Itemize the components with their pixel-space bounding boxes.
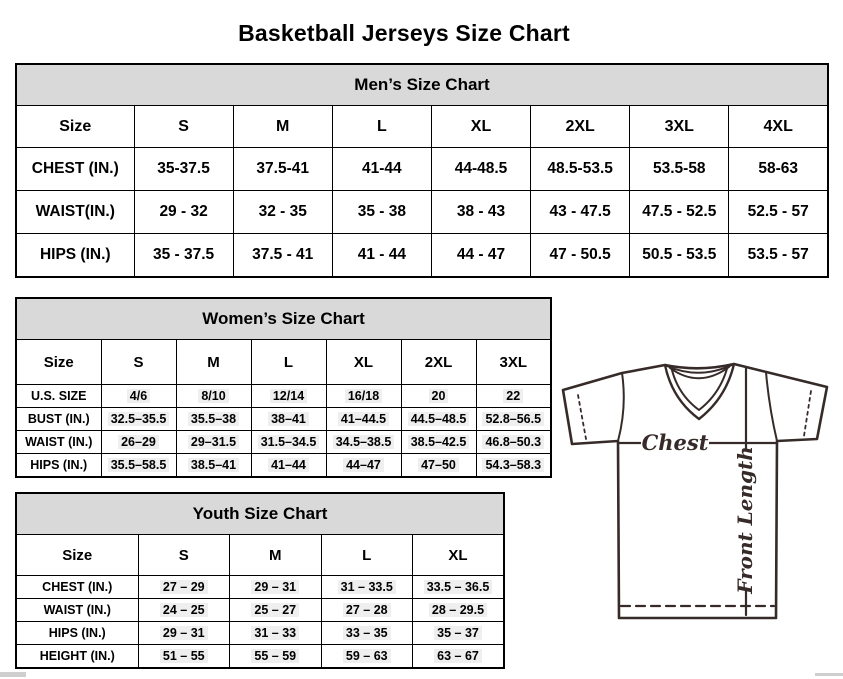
womens-size-table [15, 297, 552, 478]
size-value: 34.5–38.5 [333, 435, 395, 449]
size-value: 31.5–34.5 [258, 435, 320, 449]
size-value: 41–44 [268, 458, 309, 472]
youth-size-table [15, 492, 505, 669]
size-value-cell [230, 599, 322, 622]
size-value: 4/6 [127, 389, 150, 403]
size-value-cell [413, 576, 505, 599]
column-header: XL [431, 106, 530, 148]
size-value: 53.5 - 57 [747, 246, 809, 263]
column-header-row [16, 340, 551, 385]
row-label: CHEST (IN.) [16, 576, 138, 599]
column-header: XL [413, 535, 505, 576]
table-row [16, 622, 504, 645]
row-label: HIPS (IN.) [16, 622, 138, 645]
row-label: HIPS (IN.) [16, 234, 134, 278]
size-value-cell [176, 431, 251, 454]
size-value-cell [101, 431, 176, 454]
size-value-cell [431, 191, 530, 234]
table-row [16, 431, 551, 454]
size-value-cell [401, 385, 476, 408]
column-header: 4XL [729, 106, 828, 148]
size-value-cell [630, 234, 729, 278]
size-value: 24 – 25 [160, 603, 208, 617]
size-value-cell [138, 622, 230, 645]
table-title: Youth Size Chart [16, 493, 504, 535]
size-value: 38 - 43 [456, 203, 506, 220]
size-value: 37.5-41 [256, 160, 309, 177]
row-label: CHEST (IN.) [16, 148, 134, 191]
size-value-cell [176, 385, 251, 408]
size-value-cell [321, 576, 413, 599]
column-header: L [251, 340, 326, 385]
size-value: 32 - 35 [258, 203, 307, 220]
column-header: S [138, 535, 230, 576]
size-value: 35.5–58.5 [108, 458, 170, 472]
size-value: 41–44.5 [338, 412, 389, 426]
column-header: 3XL [630, 106, 729, 148]
size-value-cell [401, 431, 476, 454]
size-value: 44–47 [343, 458, 384, 472]
jersey-measurement-diagram [553, 357, 843, 657]
column-header: M [230, 535, 322, 576]
size-value: 35 - 37.5 [152, 246, 215, 263]
table-title-row [16, 298, 551, 340]
size-value: 32.5–35.5 [108, 412, 170, 426]
size-value-cell [401, 454, 476, 478]
size-value-cell [134, 148, 233, 191]
column-header: XL [326, 340, 401, 385]
size-value-cell [431, 148, 530, 191]
size-value: 51 – 55 [160, 649, 208, 663]
jersey-outline [563, 364, 827, 618]
youth-size-chart-section [15, 492, 505, 669]
table-row [16, 385, 551, 408]
table-row [16, 454, 551, 478]
size-value-cell [230, 622, 322, 645]
row-label: WAIST (IN.) [16, 599, 138, 622]
size-value-cell [326, 454, 401, 478]
column-header: Size [16, 106, 134, 148]
size-value: 41-44 [362, 160, 402, 177]
size-value-cell [729, 234, 828, 278]
size-value: 35.5–38 [188, 412, 239, 426]
size-value: 31 – 33.5 [338, 580, 396, 594]
womens-size-chart-section [15, 297, 552, 478]
size-value: 58-63 [758, 160, 798, 177]
size-value-cell [101, 454, 176, 478]
table-row [16, 148, 828, 191]
size-value: 26–29 [118, 435, 159, 449]
column-header: M [176, 340, 251, 385]
size-value: 33.5 – 36.5 [424, 580, 493, 594]
table-title-row [16, 493, 504, 535]
column-header: 2XL [531, 106, 630, 148]
size-value: 31 – 33 [251, 626, 299, 640]
table-row [16, 645, 504, 669]
size-value: 29 - 32 [159, 203, 208, 220]
row-label: U.S. SIZE [16, 385, 101, 408]
table-row [16, 599, 504, 622]
size-value: 38.5–42.5 [408, 435, 470, 449]
size-value: 52.5 - 57 [747, 203, 809, 220]
size-value-cell [531, 234, 630, 278]
size-value-cell [413, 599, 505, 622]
size-value-cell [138, 645, 230, 669]
size-value-cell [476, 454, 551, 478]
row-label: BUST (IN.) [16, 408, 101, 431]
size-value: 47–50 [418, 458, 459, 472]
size-value-cell [251, 431, 326, 454]
size-value: 29 – 31 [251, 580, 299, 594]
table-row [16, 408, 551, 431]
size-value: 16/18 [345, 389, 382, 403]
mens-size-chart-section [15, 63, 829, 278]
size-value-cell [531, 191, 630, 234]
column-header-row [16, 535, 504, 576]
scrollbar-fragment-right[interactable] [815, 673, 843, 676]
column-header: S [101, 340, 176, 385]
size-value: 44-48.5 [454, 160, 508, 177]
size-value: 44.5–48.5 [408, 412, 470, 426]
size-value-cell [176, 454, 251, 478]
size-value-cell [630, 148, 729, 191]
size-value-cell [476, 431, 551, 454]
size-value: 35 – 37 [434, 626, 482, 640]
size-value-cell [332, 234, 431, 278]
chest-label: Chest [641, 430, 709, 455]
column-header-row [16, 106, 828, 148]
size-value: 46.8–50.3 [482, 435, 544, 449]
size-value: 63 – 67 [434, 649, 482, 663]
column-header: L [332, 106, 431, 148]
size-value-cell [251, 385, 326, 408]
size-value-cell [326, 408, 401, 431]
size-value: 53.5-58 [652, 160, 706, 177]
size-value: 29–31.5 [188, 435, 239, 449]
row-label: HEIGHT (IN.) [16, 645, 138, 669]
size-value-cell [230, 645, 322, 669]
size-value-cell [134, 234, 233, 278]
size-value: 38.5–41 [188, 458, 239, 472]
size-value-cell [729, 148, 828, 191]
table-title-row [16, 64, 828, 106]
size-value-cell [321, 599, 413, 622]
size-value: 28 – 29.5 [429, 603, 487, 617]
size-value-cell [326, 385, 401, 408]
size-value-cell [251, 454, 326, 478]
size-value-cell [630, 191, 729, 234]
size-value: 37.5 - 41 [252, 246, 314, 263]
size-value: 47 - 50.5 [549, 246, 611, 263]
size-value: 29 – 31 [160, 626, 208, 640]
column-header: M [233, 106, 332, 148]
column-header: 2XL [401, 340, 476, 385]
size-value: 59 – 63 [343, 649, 391, 663]
size-value: 22 [503, 389, 523, 403]
size-value-cell [176, 408, 251, 431]
size-value-cell [101, 408, 176, 431]
front-length-label: Front Length [733, 446, 757, 594]
size-value-cell [101, 385, 176, 408]
size-value-cell [413, 622, 505, 645]
size-value-cell [321, 622, 413, 645]
size-value: 35 - 38 [357, 203, 406, 220]
size-value-cell [251, 408, 326, 431]
size-value-cell [233, 191, 332, 234]
column-header: Size [16, 535, 138, 576]
table-title: Women’s Size Chart [16, 298, 551, 340]
size-value-cell [531, 148, 630, 191]
size-value: 12/14 [270, 389, 307, 403]
size-value-cell [401, 408, 476, 431]
size-value-cell [413, 645, 505, 669]
size-value-cell [321, 645, 413, 669]
row-label: WAIST(IN.) [16, 191, 134, 234]
size-value: 8/10 [198, 389, 228, 403]
size-value-cell [326, 431, 401, 454]
mens-size-table [15, 63, 829, 278]
size-value: 48.5-53.5 [547, 160, 613, 177]
size-value: 35-37.5 [157, 160, 210, 177]
size-value: 33 – 35 [343, 626, 391, 640]
size-value-cell [729, 191, 828, 234]
size-value-cell [233, 234, 332, 278]
size-value-cell [138, 599, 230, 622]
size-value: 52.8–56.5 [482, 412, 544, 426]
size-value: 38–41 [268, 412, 309, 426]
size-value: 50.5 - 53.5 [642, 246, 717, 263]
size-value: 20 [429, 389, 449, 403]
column-header: Size [16, 340, 101, 385]
size-value-cell [134, 191, 233, 234]
size-value-cell [332, 191, 431, 234]
row-label: HIPS (IN.) [16, 454, 101, 478]
size-value: 25 – 27 [251, 603, 299, 617]
size-value: 41 - 44 [357, 246, 406, 263]
size-value: 27 – 29 [160, 580, 208, 594]
size-value-cell [431, 234, 530, 278]
size-value: 54.3–58.3 [482, 458, 544, 472]
column-header: S [134, 106, 233, 148]
size-value-cell [332, 148, 431, 191]
scrollbar-fragment-left[interactable] [0, 672, 26, 677]
row-label: WAIST (IN.) [16, 431, 101, 454]
size-value-cell [230, 576, 322, 599]
size-value: 43 - 47.5 [549, 203, 611, 220]
size-value-cell [233, 148, 332, 191]
size-value: 44 - 47 [456, 246, 506, 263]
table-title: Men’s Size Chart [16, 64, 828, 106]
size-value-cell [138, 576, 230, 599]
table-row [16, 576, 504, 599]
size-value: 55 – 59 [251, 649, 299, 663]
table-row [16, 234, 828, 278]
size-value-cell [476, 408, 551, 431]
size-value-cell [476, 385, 551, 408]
page-title: Basketball Jerseys Size Chart [238, 20, 570, 47]
size-value: 27 – 28 [343, 603, 391, 617]
size-value: 47.5 - 52.5 [642, 203, 717, 220]
table-row [16, 191, 828, 234]
column-header: 3XL [476, 340, 551, 385]
column-header: L [321, 535, 413, 576]
